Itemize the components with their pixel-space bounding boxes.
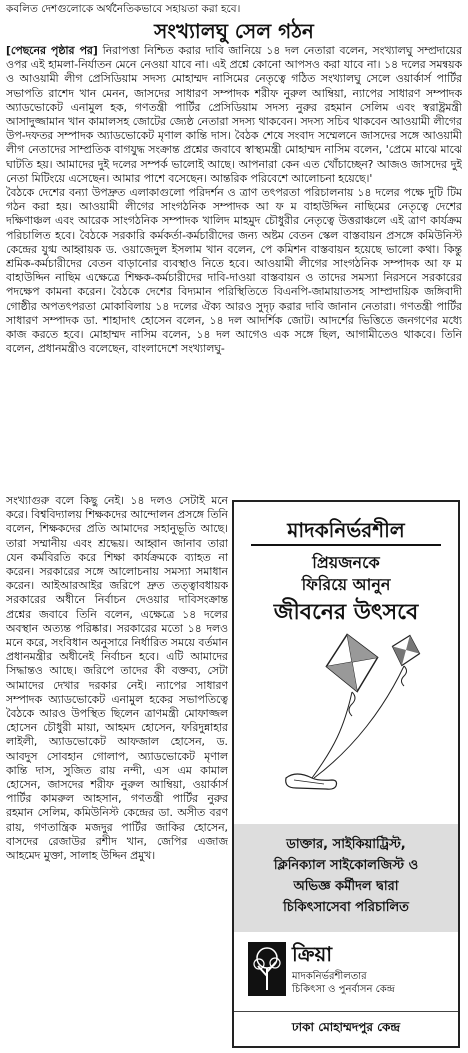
paragraph-text: নিরাপত্তা নিশ্চিত করার দাবি জানিয়ে ১৪ দল নেতারা বলেন, সংখ্যালঘু সম্প্রদায়ের ওপর এই হামলা-নির্যাতন মেনে নেওয়া যাবে না। এই প্রশ্নে কোনো আপসও করা যাবে না। ১৪ দলের সমন্বয়ক ও আওয়ামী লীগ প্রেসিডিয়াম সদস্য মোহাম্মদ নাসিমের নেতৃত্বে গঠিত সংখ্যালঘু সেলে ওয়ার্কার্স পার্টির সভাপতি রাশেদ খান মেনন, জাসদের সাধারণ সম্পাদক শরীফ নুরুল আম্বিয়া, ন্যাপের সাধারণ সম্পাদক অ্যাডভোকেট এনামুল হক, গণতন্ত্রী পার্টির প্রেসিডিয়াম সদস্য নুরুর রহমান সেলিম এবং স্বরাষ্ট্রমন্ত্রী আসাদুজ্জামান খান কামালসহ জোটের জ্যেষ্ঠ নেতারা সদস্য থাকবেন। সদস্য সচিব থাকবেন আওয়ামী লীগের উপ-দফতর সম্পাদক অ্যাডভোকেট মৃণাল কান্তি দাস। বৈঠক শেষে সংবাদ সম্মেলনে জাসদের সঙ্গে আওয়ামী লীগ নেতাদের সাম্প্রতিক বাগযুদ্ধ সংক্রান্ত প্রশ্নের জবাবে স্বাস্থ্যমন্ত্রী মোহাম্মদ নাসিম বলেন, 'প্রেমে মাঝে মাঝে ঘাটতি হয়। আমাদের দুই দলের সম্পর্ক ভালোই আছে। আপনারা কেন এত খোঁচাচ্ছেন? আজও জাসদের দুই নেতা মিটিংয়ে এসেছেন। আমার পাশে বসেছেন। আন্তরিক পরিবেশে আলোচনা হয়েছে।' xyxy=(6,44,462,185)
ad-band-line: অভিজ্ঞ কর্মীদল দ্বারা xyxy=(293,879,399,894)
org-subtitle-line: চিকিৎসা ও পুনর্বাসন কেন্দ্র xyxy=(292,984,395,995)
article-body xyxy=(6,44,462,494)
org-subtitle-line: মাদকনির্ভরশীলতার xyxy=(292,971,367,982)
kites-illustration xyxy=(234,628,462,788)
ad-heading: মাদকনির্ভরশীল xyxy=(251,518,441,546)
article-left-column xyxy=(6,494,228,1050)
ad-line-1: প্রিয়জনকে xyxy=(312,553,380,572)
ad-services-band xyxy=(234,824,458,932)
continued-tag: [পেছনের পৃষ্ঠার পর] xyxy=(6,44,98,57)
ad-footer: ঢাকা মোহাম্মদপুর কেন্দ্র xyxy=(234,1011,458,1046)
previous-article-tail: কবলিত দেশগুলোকে অর্থনৈতিকভাবে সহায়তা করা হবে। xyxy=(6,3,241,15)
org-subtitle xyxy=(292,970,452,996)
rehab-advertisement xyxy=(232,500,460,1048)
ad-band-line: চিকিৎসাসেবা পরিচালিত xyxy=(283,900,409,915)
article-paragraph: বৈঠকে দেশের বন্যা উপদ্রুত এলাকাগুলো পরিদর্শন ও ত্রাণ তৎপরতা পরিচালনায় ১৪ দলের পক্ষে দুটি টিম গঠন করা হয়। আওয়ামী লীগের সাংগঠনিক সম্পাদক আ ফ ম বাহাউদ্দিন নাছিমের নেতৃত্বে দেশের দক্ষিণাঞ্চল এবং আরেক সাংগঠনিক সম্পাদক খালিদ মাহমুদ চৌধুরীর নেতৃত্বে উত্তরাঞ্চলে এই ত্রাণ কার্যক্রম পরিচালিত হবে। বৈঠকে সরকারি কর্মকর্তা-কর্মচারীদের জন্য অষ্টম বেতন স্কেল বাস্তবায়ন প্রসঙ্গে কমিউনিস্ট কেন্দ্রের যুগ্ম আহ্বায়ক ড. ওয়াজেদুল ইসলাম খান বলেন, পে কমিশন বাস্তবায়ন হয়েছে ভালো কথা। কিন্তু শ্রমিক-কর্মচারীদের বেতন বাড়ানোর ব্যবস্থাও নিতে হবে। আওয়ামী লীগের সাংগঠনিক সম্পাদক আ ফ ম বাহাউদ্দিন নাছিম এক্ষেত্রে শিক্ষক-কর্মচারীদের দাবি-দাওয়া বাস্তবায়ন ও তাদের সমস্যা নিরসনে সরকারের পদক্ষেপ কামনা করেন। বৈঠকে দেশের বিদ্যমান পরিস্থিতিতে বিএনপি-জামায়াতসহ সাম্প্রদায়িক জঙ্গিবাদী গোষ্ঠীর অপতৎপরতা মোকাবিলায় ১৪ দলের ঐক্য আরও সুদৃঢ় করার দাবি জানান নেতারা। গণতন্ত্রী পার্টির সাধারণ সম্পাদক ডা. শাহাদাৎ হোসেন বলেন, ১৪ দল আদর্শিক জোট। আদর্শের ভিত্তিতে জনগণের মধ্যে কাজ করতে হবে। মোহাম্মদ নাসিম বলেন, ১৪ দল আগেও এক সঙ্গে ছিল, আগামীতেও থাকবে। তিনি বলেন, প্রধানমন্ত্রীও বলেছেন, বাংলাদেশে সংখ্যালঘু- xyxy=(6,186,462,356)
ad-line-2: ফিরিয়ে আনুন xyxy=(301,575,391,594)
ad-band-line: ক্লিনিক্যাল সাইকোলজিস্ট ও xyxy=(273,858,419,873)
org-logo-row xyxy=(248,942,448,1002)
tree-logo-icon xyxy=(248,942,286,996)
ad-line-3: জীবনের উৎসবে xyxy=(273,600,419,625)
article-paragraph: সংখ্যাগুরু বলে কিছু নেই। ১৪ দলও সেটাই মনে করে। বিশ্ববিদ্যালয় শিক্ষকদের আন্দোলন প্রসঙ্গে তিনি বলেন, শিক্ষকদের প্রতি আমাদের সহানুভূতি আছে। তারা সম্মানীয় এবং শ্রদ্ধেয়। আহ্বান জানাব তারা যেন কর্মবিরতি করে শিক্ষা কার্যক্রমকে ব্যাহত না করেন। সরকারের সঙ্গে আলোচনায় সমস্যা সমাধান করেন। আইআরআইর জরিপে দ্রুত তত্ত্বাবধায়ক সরকারের অধীনে নির্বাচন দেওয়ার দাবিসংক্রান্ত প্রশ্নের জবাবে তিনি বলেন, এক্ষেত্রে ১৪ দলের অবস্থান অত্যন্ত পরিষ্কার। সরকারের মতো ১৪ দলও মনে করে, সংবিধান অনুসারে নির্ধারিত সময়ে বর্তমান প্রধানমন্ত্রীর অধীনেই নির্বাচন হবে। এটি আমাদের সিদ্ধান্তও আছে। জরিপে তাদের কী বক্তব্য, সেটা আমাদের দেখার দরকার নেই। ন্যাপের সাধারণ সম্পাদক অ্যাডভোকেট এনামুল হকের সভাপতিত্বে বৈঠকে আরও উপস্থিত ছিলেন ত্রাণমন্ত্রী মোফাজ্জল হোসেন চৌধুরী মায়া, আহমদ হোসেন, ফরিদুন্নাহার লাইলী, অ্যাডভোকেট আফজাল হোসেন, ড. আবদুস সোবহান গোলাপ, অ্যাডভোকেট মৃণাল কান্তি দাস, সুজিত রায় নন্দী, এস এম কামাল হোসেন, জাসদের শরীফ নুরুল আম্বিয়া, ওয়ার্কার্স পার্টির কামরুল আহসান, গণতন্ত্রী পার্টির নুরুর রহমান সেলিম, কমিউনিস্ট কেন্দ্রের ডা. অসীত বরণ রায়, গণতান্ত্রিক মজদুর পার্টির জাকির হোসেন, বাসদের রেজাউর রশীদ খান, জেপির এজাজ আহমেদ মুক্তা, সালাহ উদ্দিন প্রমুখ। xyxy=(6,494,228,863)
ad-band-line: ডাক্তার, সাইকিয়াট্রিস্ট, xyxy=(286,837,406,852)
kites-icon xyxy=(234,628,462,798)
article-paragraph xyxy=(6,44,462,186)
article-headline: সংখ্যালঘু সেল গঠন xyxy=(154,19,314,43)
org-name: ক্রিয়া xyxy=(292,942,333,966)
